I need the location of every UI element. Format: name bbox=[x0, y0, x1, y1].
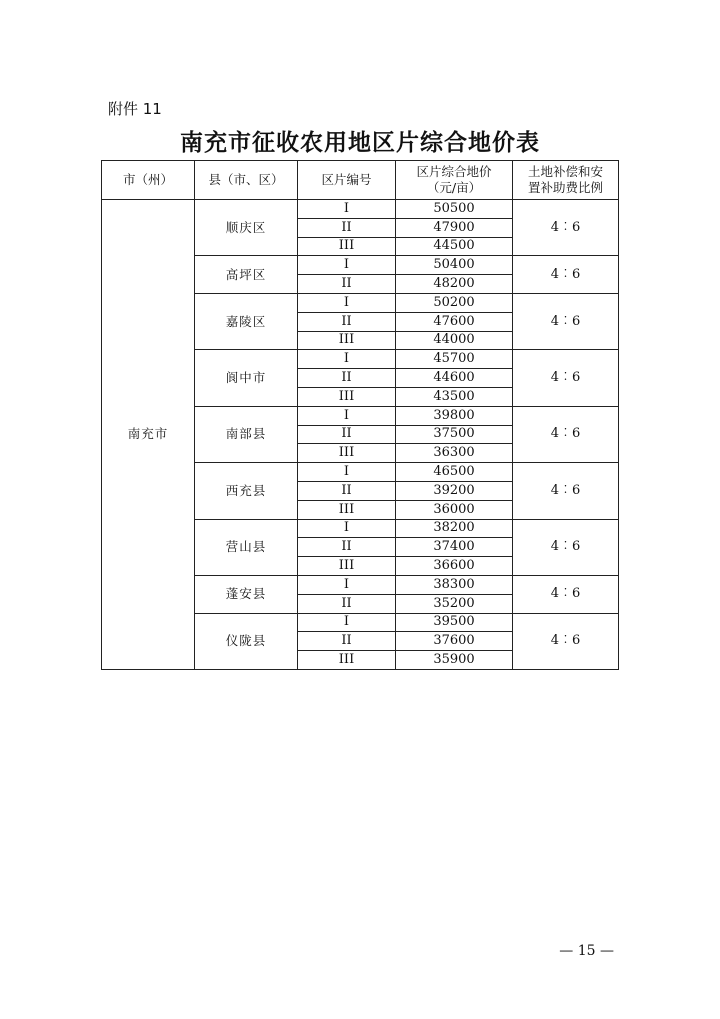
ratio-cell: 4︰6 bbox=[513, 406, 619, 462]
city-cell: 南充市 bbox=[102, 200, 195, 670]
price-cell: 50500 bbox=[396, 200, 513, 219]
price-cell: 48200 bbox=[396, 275, 513, 294]
price-cell: 44600 bbox=[396, 369, 513, 388]
price-cell: 43500 bbox=[396, 387, 513, 406]
zone-no-cell: II bbox=[298, 369, 396, 388]
zone-no-cell: III bbox=[298, 444, 396, 463]
zone-no-cell: II bbox=[298, 425, 396, 444]
county-cell: 南部县 bbox=[195, 406, 298, 462]
zone-no-cell: III bbox=[298, 557, 396, 576]
price-cell: 39800 bbox=[396, 406, 513, 425]
zone-no-cell: I bbox=[298, 406, 396, 425]
zone-no-cell: I bbox=[298, 200, 396, 219]
land-price-table bbox=[101, 160, 619, 670]
county-cell: 营山县 bbox=[195, 519, 298, 575]
price-cell: 37400 bbox=[396, 538, 513, 557]
zone-no-cell: I bbox=[298, 613, 396, 632]
zone-no-cell: II bbox=[298, 218, 396, 237]
header-price-line1: 区片综合地价 bbox=[416, 164, 492, 179]
price-cell: 39500 bbox=[396, 613, 513, 632]
table-header-row bbox=[102, 161, 619, 200]
price-cell: 46500 bbox=[396, 463, 513, 482]
price-cell: 38200 bbox=[396, 519, 513, 538]
price-cell: 44500 bbox=[396, 237, 513, 256]
zone-no-cell: II bbox=[298, 481, 396, 500]
price-cell: 38300 bbox=[396, 575, 513, 594]
county-cell: 高坪区 bbox=[195, 256, 298, 294]
zone-no-cell: III bbox=[298, 500, 396, 519]
zone-no-cell: III bbox=[298, 387, 396, 406]
page-title: 南充市征收农用地区片综合地价表 bbox=[180, 129, 540, 156]
price-cell: 36300 bbox=[396, 444, 513, 463]
county-cell: 阆中市 bbox=[195, 350, 298, 406]
zone-no-cell: III bbox=[298, 331, 396, 350]
header-county: 县（市、区） bbox=[195, 161, 298, 200]
attachment-label: 附件 11 bbox=[108, 100, 162, 118]
price-cell: 45700 bbox=[396, 350, 513, 369]
price-cell: 36600 bbox=[396, 557, 513, 576]
ratio-cell: 4︰6 bbox=[513, 613, 619, 669]
price-cell: 36000 bbox=[396, 500, 513, 519]
price-cell: 37600 bbox=[396, 632, 513, 651]
ratio-cell: 4︰6 bbox=[513, 350, 619, 406]
price-cell: 44000 bbox=[396, 331, 513, 350]
zone-no-cell: II bbox=[298, 538, 396, 557]
header-zone-no: 区片编号 bbox=[298, 161, 396, 200]
ratio-cell: 4︰6 bbox=[513, 256, 619, 294]
table-row bbox=[102, 200, 619, 219]
county-cell: 西充县 bbox=[195, 463, 298, 519]
zone-no-cell: I bbox=[298, 350, 396, 369]
zone-no-cell: I bbox=[298, 575, 396, 594]
ratio-cell: 4︰6 bbox=[513, 519, 619, 575]
ratio-cell: 4︰6 bbox=[513, 200, 619, 256]
ratio-cell: 4︰6 bbox=[513, 575, 619, 613]
price-cell: 47600 bbox=[396, 312, 513, 331]
price-cell: 35900 bbox=[396, 651, 513, 670]
ratio-cell: 4︰6 bbox=[513, 463, 619, 519]
header-city: 市（州） bbox=[102, 161, 195, 200]
zone-no-cell: III bbox=[298, 237, 396, 256]
ratio-cell: 4︰6 bbox=[513, 293, 619, 349]
price-cell: 50200 bbox=[396, 293, 513, 312]
zone-no-cell: I bbox=[298, 463, 396, 482]
county-cell: 嘉陵区 bbox=[195, 293, 298, 349]
header-ratio-line2: 置补助费比例 bbox=[527, 180, 603, 195]
header-price-line2: （元/亩） bbox=[426, 180, 482, 195]
price-cell: 50400 bbox=[396, 256, 513, 275]
zone-no-cell: I bbox=[298, 519, 396, 538]
county-cell: 仪陇县 bbox=[195, 613, 298, 669]
zone-no-cell: I bbox=[298, 256, 396, 275]
price-cell: 39200 bbox=[396, 481, 513, 500]
price-cell: 35200 bbox=[396, 594, 513, 613]
zone-no-cell: II bbox=[298, 312, 396, 331]
price-cell: 47900 bbox=[396, 218, 513, 237]
county-cell: 蓬安县 bbox=[195, 575, 298, 613]
zone-no-cell: II bbox=[298, 632, 396, 651]
zone-no-cell: III bbox=[298, 651, 396, 670]
zone-no-cell: I bbox=[298, 293, 396, 312]
page-number: — 15 — bbox=[559, 943, 614, 959]
header-ratio bbox=[513, 161, 619, 200]
county-cell: 顺庆区 bbox=[195, 200, 298, 256]
zone-no-cell: II bbox=[298, 275, 396, 294]
header-ratio-line1: 土地补偿和安 bbox=[527, 164, 603, 179]
header-price bbox=[396, 161, 513, 200]
price-cell: 37500 bbox=[396, 425, 513, 444]
zone-no-cell: II bbox=[298, 594, 396, 613]
